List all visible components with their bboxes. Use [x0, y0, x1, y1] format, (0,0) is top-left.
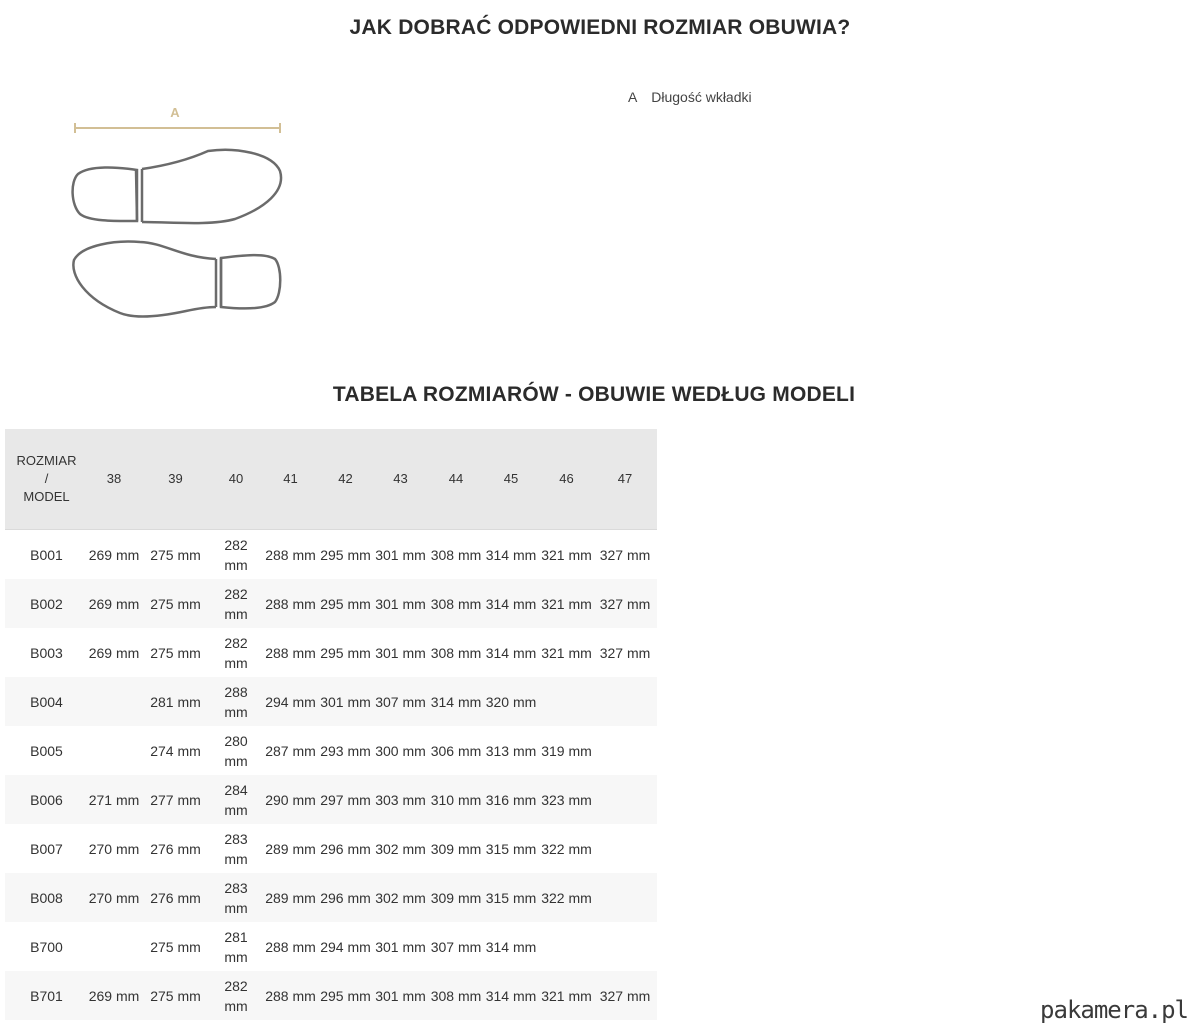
model-cell: B006	[5, 775, 88, 824]
size-cell: 321 mm	[541, 644, 592, 661]
size-cell: 302 mm	[375, 840, 426, 857]
size-cell: 301 mm	[371, 971, 430, 1020]
size-cell: 321 mm	[541, 546, 592, 563]
size-cell	[593, 775, 657, 824]
size-cell: 290 mm	[261, 775, 320, 824]
sole-top	[73, 150, 281, 223]
size-cell: 274 mm	[150, 742, 201, 759]
model-cell: B004	[5, 677, 88, 726]
size-cell: 306 mm	[430, 742, 482, 759]
table-header-row	[5, 429, 657, 530]
size-cell: 314 mm	[485, 938, 537, 955]
size-cell: 307 mm	[430, 938, 482, 955]
size-cell: 322 mm	[541, 840, 592, 857]
size-cell: 296 mm	[320, 840, 371, 857]
diagram-legend	[628, 89, 752, 105]
size-cell: 271 mm	[88, 775, 140, 824]
size-cell: 282 mm	[224, 634, 248, 671]
size-cell: 327 mm	[593, 579, 657, 628]
size-cell: 315 mm	[485, 840, 537, 857]
size-cell: 308 mm	[430, 644, 482, 661]
size-cell: 322 mm	[540, 873, 593, 922]
model-cell: B007	[30, 840, 63, 857]
size-cell: 282 mm	[224, 536, 248, 573]
size-cell	[593, 922, 657, 971]
table-row	[5, 677, 657, 726]
size-cell: 301 mm	[375, 644, 426, 661]
table-row	[5, 971, 657, 1020]
size-header-38: 38	[88, 429, 140, 530]
size-cell: 269 mm	[88, 546, 140, 563]
size-cell: 282 mm	[211, 579, 261, 628]
table-row	[5, 579, 657, 628]
size-cell: 323 mm	[540, 775, 593, 824]
size-cell: 269 mm	[88, 579, 140, 628]
size-table	[5, 429, 657, 1020]
size-cell: 302 mm	[371, 873, 430, 922]
size-cell	[593, 726, 657, 775]
size-header-45: 45	[482, 429, 540, 530]
size-header-41: 41	[261, 429, 320, 530]
size-cell: 309 mm	[430, 873, 482, 922]
size-cell	[88, 922, 140, 971]
size-cell: 281 mm	[140, 677, 211, 726]
model-cell: B003	[30, 644, 63, 661]
size-cell: 300 mm	[375, 742, 426, 759]
size-cell: 303 mm	[371, 775, 430, 824]
size-cell: 294 mm	[320, 938, 371, 955]
size-cell: 314 mm	[430, 677, 482, 726]
table-row	[5, 628, 657, 677]
size-cell: 301 mm	[320, 677, 371, 726]
size-header-43: 43	[371, 429, 430, 530]
size-cell: 288 mm	[211, 677, 261, 726]
size-cell: 277 mm	[140, 775, 211, 824]
table-row	[5, 873, 657, 922]
insole-diagram	[60, 95, 300, 330]
size-cell: 327 mm	[599, 644, 651, 661]
table-row	[5, 824, 657, 873]
size-header-40: 40	[211, 429, 261, 530]
size-cell	[593, 824, 657, 873]
size-cell: 308 mm	[430, 579, 482, 628]
table-row	[5, 726, 657, 775]
size-cell: 288 mm	[265, 546, 316, 563]
model-cell: B001	[30, 546, 63, 563]
dimension-label: A	[170, 105, 180, 120]
size-cell: 309 mm	[430, 840, 482, 857]
size-cell: 289 mm	[261, 873, 320, 922]
size-cell: 297 mm	[320, 775, 371, 824]
size-cell: 314 mm	[482, 579, 540, 628]
size-cell: 289 mm	[265, 840, 316, 857]
size-cell: 269 mm	[88, 644, 140, 661]
size-cell: 307 mm	[371, 677, 430, 726]
size-cell	[88, 726, 140, 775]
table-row	[5, 775, 657, 824]
size-cell: 284 mm	[211, 775, 261, 824]
size-cell: 301 mm	[375, 546, 426, 563]
size-cell: 313 mm	[485, 742, 537, 759]
size-cell: 296 mm	[320, 873, 371, 922]
size-cell: 308 mm	[430, 546, 482, 563]
size-cell: 275 mm	[150, 644, 201, 661]
page-title: JAK DOBRAĆ ODPOWIEDNI ROZMIAR OBUWIA?	[349, 16, 851, 39]
model-cell: B701	[5, 971, 88, 1020]
size-cell: 321 mm	[540, 579, 593, 628]
corner-header	[5, 429, 88, 530]
size-cell: 276 mm	[140, 873, 211, 922]
size-cell	[593, 873, 657, 922]
size-cell: 310 mm	[430, 775, 482, 824]
model-cell: B008	[5, 873, 88, 922]
size-cell	[540, 922, 593, 971]
legend-description: Długość wkładki	[651, 89, 752, 105]
size-header-46: 46	[540, 429, 593, 530]
sole-bottom	[73, 242, 280, 317]
size-cell: 321 mm	[540, 971, 593, 1020]
size-cell: 275 mm	[150, 938, 201, 955]
size-cell: 314 mm	[485, 644, 537, 661]
size-cell: 295 mm	[320, 644, 371, 661]
size-cell: 283 mm	[211, 873, 261, 922]
length-dimension	[75, 105, 280, 133]
size-cell: 280 mm	[224, 732, 248, 769]
size-cell: 295 mm	[320, 579, 371, 628]
table-row	[5, 922, 657, 971]
size-cell: 320 mm	[482, 677, 540, 726]
size-cell: 294 mm	[261, 677, 320, 726]
size-cell: 301 mm	[371, 579, 430, 628]
size-header-39: 39	[140, 429, 211, 530]
size-cell: 316 mm	[482, 775, 540, 824]
size-cell: 288 mm	[261, 971, 320, 1020]
size-cell: 295 mm	[320, 546, 371, 563]
size-cell: 327 mm	[599, 546, 651, 563]
size-header-42: 42	[320, 429, 371, 530]
size-cell: 275 mm	[140, 579, 211, 628]
size-cell: 293 mm	[320, 742, 371, 759]
size-cell: 288 mm	[265, 644, 316, 661]
size-cell	[540, 677, 593, 726]
watermark-logo: pakamera.pl	[1040, 996, 1188, 1024]
size-cell: 301 mm	[375, 938, 426, 955]
model-cell: B700	[30, 938, 63, 955]
size-header-47: 47	[593, 429, 657, 530]
corner-header-line: ROZMIAR	[16, 453, 77, 468]
size-cell: 281 mm	[224, 928, 248, 965]
size-cell: 282 mm	[211, 971, 261, 1020]
size-cell: 319 mm	[541, 742, 592, 759]
size-cell: 288 mm	[261, 579, 320, 628]
size-cell: 314 mm	[482, 971, 540, 1020]
size-cell	[593, 677, 657, 726]
size-cell: 327 mm	[593, 971, 657, 1020]
model-cell: B005	[30, 742, 63, 759]
size-cell: 288 mm	[265, 938, 316, 955]
model-cell: B002	[5, 579, 88, 628]
size-cell: 287 mm	[265, 742, 316, 759]
size-cell: 269 mm	[88, 971, 140, 1020]
size-cell: 270 mm	[88, 873, 140, 922]
size-cell: 275 mm	[140, 971, 211, 1020]
size-cell: 275 mm	[150, 546, 201, 563]
size-cell: 270 mm	[88, 840, 140, 857]
size-header-44: 44	[430, 429, 482, 530]
corner-header-line: MODEL	[23, 489, 70, 504]
size-cell: 295 mm	[320, 971, 371, 1020]
size-cell: 314 mm	[485, 546, 537, 563]
size-cell: 308 mm	[430, 971, 482, 1020]
size-cell: 276 mm	[150, 840, 201, 857]
table-title: TABELA ROZMIARÓW - OBUWIE WEDŁUG MODELI	[332, 383, 856, 406]
table-row	[5, 530, 657, 580]
corner-header-line: /	[44, 471, 49, 486]
size-cell: 283 mm	[224, 830, 248, 867]
legend-key: A	[628, 89, 638, 105]
size-cell: 315 mm	[482, 873, 540, 922]
size-cell	[88, 677, 140, 726]
